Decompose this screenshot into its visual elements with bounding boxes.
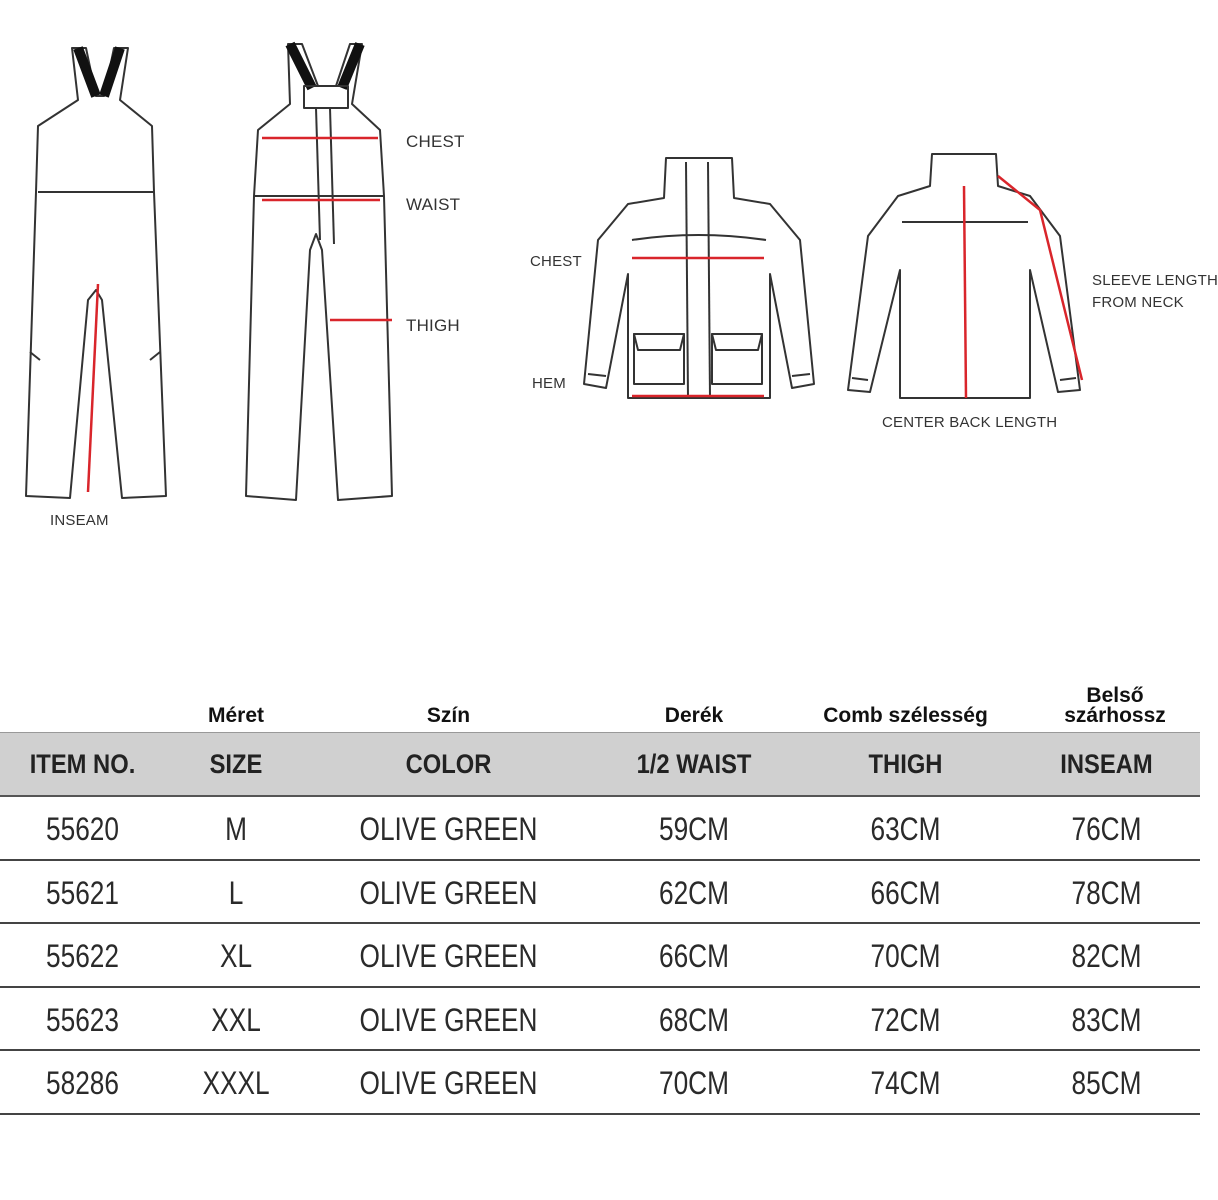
label-from-neck: FROM NECK bbox=[1092, 294, 1184, 311]
cell-item-no: 58286 bbox=[46, 1065, 119, 1101]
bib-front-drawing bbox=[246, 44, 392, 500]
cell-thigh: 70CM bbox=[870, 938, 941, 974]
cell-thigh: 66CM bbox=[870, 874, 941, 911]
cell-thigh: 74CM bbox=[870, 1065, 941, 1101]
table-row bbox=[0, 988, 1200, 1052]
label-thigh: THIGH bbox=[406, 316, 460, 335]
cell-color: OLIVE GREEN bbox=[359, 938, 538, 974]
cell-item-no: 55621 bbox=[46, 874, 119, 911]
cell-half-waist: 68CM bbox=[658, 1001, 729, 1038]
cell-half-waist: 66CM bbox=[658, 938, 729, 974]
cell-thigh: 63CM bbox=[870, 811, 941, 847]
cell-item-no: 55623 bbox=[46, 1001, 119, 1038]
hu-header-thigh: Comb szélesség bbox=[823, 704, 988, 727]
header-thigh: THIGH bbox=[868, 749, 943, 779]
hungarian-header-row bbox=[0, 670, 1200, 732]
inseam-line bbox=[88, 284, 98, 492]
table-header-row bbox=[0, 732, 1200, 797]
hu-header-size: Méret bbox=[207, 704, 265, 727]
cell-color: OLIVE GREEN bbox=[359, 874, 538, 911]
table-row bbox=[0, 797, 1200, 861]
label-chest-bib: CHEST bbox=[406, 132, 465, 151]
table-row bbox=[0, 861, 1200, 925]
label-hem: HEM bbox=[532, 375, 566, 392]
cell-inseam: 82CM bbox=[1071, 938, 1142, 974]
cell-inseam: 78CM bbox=[1071, 874, 1142, 911]
cell-half-waist: 62CM bbox=[658, 874, 729, 911]
cell-inseam: 83CM bbox=[1071, 1001, 1142, 1038]
center-back-line bbox=[964, 186, 966, 398]
cell-color: OLIVE GREEN bbox=[359, 1001, 538, 1038]
measurement-lines bbox=[88, 138, 1082, 492]
bib-back-drawing bbox=[26, 48, 166, 498]
hu-header-inseam: Belső szárhossz bbox=[1064, 684, 1166, 727]
cell-half-waist: 59CM bbox=[658, 811, 729, 847]
cell-item-no: 55620 bbox=[46, 811, 119, 847]
header-item-no: ITEM NO. bbox=[29, 749, 136, 779]
header-size: SIZE bbox=[209, 749, 263, 779]
cell-size: XXXL bbox=[202, 1065, 270, 1101]
cell-inseam: 85CM bbox=[1071, 1065, 1142, 1101]
cell-inseam: 76CM bbox=[1071, 811, 1142, 847]
cell-item-no: 55622 bbox=[46, 938, 119, 974]
cell-size: XL bbox=[219, 938, 253, 974]
cell-size: L bbox=[228, 874, 244, 911]
jacket-front-drawing bbox=[584, 158, 814, 398]
header-inseam: INSEAM bbox=[1060, 749, 1153, 779]
label-sleeve-length: SLEEVE LENGTH bbox=[1092, 272, 1218, 289]
cell-color: OLIVE GREEN bbox=[359, 1065, 538, 1101]
cell-thigh: 72CM bbox=[870, 1001, 941, 1038]
cell-size: M bbox=[225, 811, 247, 847]
table-row bbox=[0, 1051, 1200, 1115]
garment-diagram bbox=[0, 0, 1218, 560]
cell-color: OLIVE GREEN bbox=[359, 811, 538, 847]
garment-drawings bbox=[0, 0, 1200, 560]
cell-size: XXL bbox=[211, 1001, 261, 1038]
header-color: COLOR bbox=[405, 749, 492, 779]
hu-header-waist: Derék bbox=[664, 704, 724, 727]
size-table bbox=[0, 670, 1200, 1115]
label-center-back: CENTER BACK LENGTH bbox=[882, 414, 1058, 431]
label-inseam: INSEAM bbox=[50, 512, 109, 529]
hu-header-color: Szín bbox=[426, 704, 471, 727]
header-half-waist: 1/2 WAIST bbox=[636, 749, 752, 779]
table-row bbox=[0, 924, 1200, 988]
label-waist: WAIST bbox=[406, 195, 461, 214]
sleeve-line bbox=[998, 176, 1082, 380]
label-chest-jacket: CHEST bbox=[530, 253, 582, 270]
cell-half-waist: 70CM bbox=[658, 1065, 729, 1101]
